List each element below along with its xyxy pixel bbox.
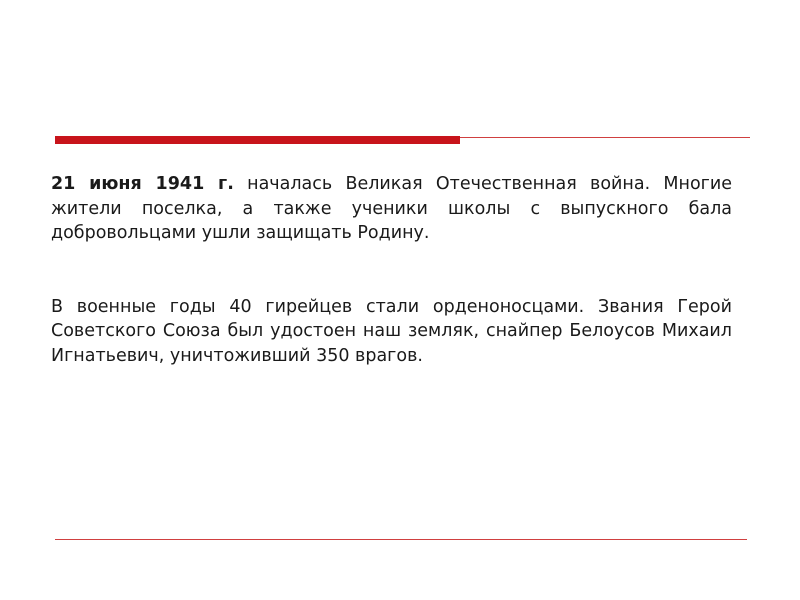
slide-body [51, 172, 732, 368]
top-divider-thin [460, 137, 750, 138]
paragraph-war-heroes-text: В военные годы 40 гирейцев стали орденоносцами. Звания Герой Советского Союза был удостоен наш земляк, снайпер Белоусов Михаил Игнатьевич, уничтоживший 350 врагов. [51, 296, 732, 366]
paragraph-war-heroes [51, 295, 732, 369]
bottom-divider [55, 539, 747, 540]
date-highlight: 21 июня 1941 г. [51, 174, 234, 194]
paragraph-war-start-text: началась Великая Отечественная война. Многие жители поселка, а также ученики школы с выпускного бала добровольцами ушли защищать Родину. [51, 174, 732, 243]
top-divider-thick [55, 136, 460, 144]
paragraph-war-start [51, 172, 732, 246]
